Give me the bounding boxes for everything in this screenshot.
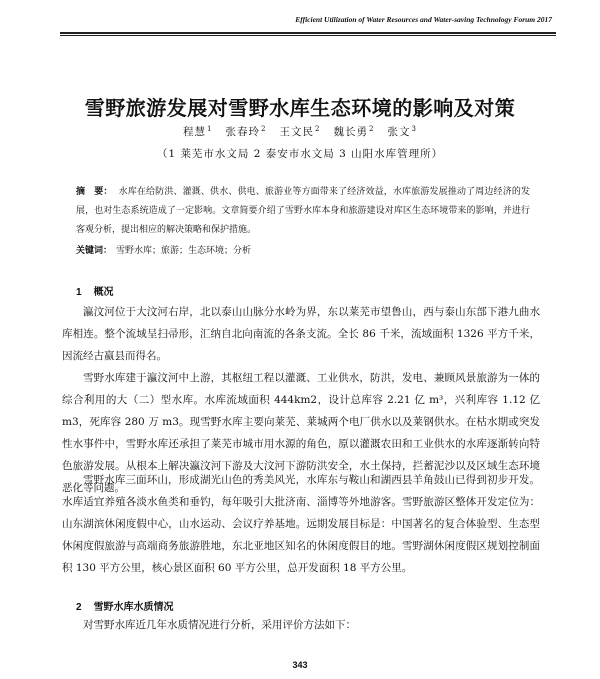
keywords-label: 关键词：	[76, 246, 113, 256]
body-paragraph: 雪野水库建于瀛汶河中上游，其枢纽工程以灌溉、工业供水，防洪，发电、兼顾风景旅游为一体的综合利用的大（二）型水库。水库流域面积 444km2，设计总库容 2.21 亿 m³，兴利库容 1.12 亿 m3，死库容 280 万 m3。现雪野水库主要向莱芜、莱城两个电厂供水以及莱钢供水。在枯水期或突发性水事件中，雪野水库还承担了莱芜市城市用水源的角色，原以灌溉农田和工业供水的水库逐渐转向特色旅游发展。从根本上解决瀛汶河下游及大汶河下游防洪安全，水土保持，拦蓄泥沙以及区域生态环境恶化等问题。	[62, 372, 540, 494]
section-title: 概况	[93, 287, 114, 298]
header-divider	[60, 35, 556, 36]
journal-name: Efficient Utilization of Water Resources and Water-saving Technology Forum 2017	[295, 15, 552, 24]
author: 程慧$^1$	[183, 125, 213, 138]
author: 魏长勇$^2$	[333, 125, 375, 138]
author: 王文民$^2$	[279, 125, 321, 138]
running-header	[60, 14, 556, 34]
author-list	[40, 124, 560, 139]
author: 张文$^3$	[387, 125, 417, 138]
body-paragraph: 对雪野水库近几年水质情况进行分析，采用评价方法如下：	[83, 619, 356, 631]
page-number: 343	[292, 660, 308, 670]
section-number: 1	[76, 287, 82, 298]
body-paragraph: 瀛汶河位于大汶河右岸，北以泰山山脉分水岭为界，东以莱芜市望鲁山，西与泰山东部下港九曲水库相连。整个流域呈扫帚形，汇纳自北向南流的各条支流。全长 86 千米，流域面积 1326 平方千米，因流经古嬴县而得名。	[62, 306, 540, 362]
section-title: 雪野水库水质情况	[93, 602, 174, 613]
abstract-label: 摘 要：	[76, 187, 113, 197]
body-paragraph: 雪野水库三面环山，形成湖光山色的秀美风光，水库东与鞍山和湖西县羊角鼓山已得到初步开发。水库适宜养殖各淡水鱼类和垂钓，每年吸引大批济南、淄博等外地游客。雪野旅游区整体开发定位为：山东湖滨休闲度假中心，山水运动、会议疗养基地。远期发展目标是：中国著名的复合体验型、生态型休闲度假旅游与高端商务旅游胜地，东北亚地区知名的休闲度假目的地。雪野湖休闲度假区规划控制面积 130 平方公里，核心景区面积 60 平方公里，总开发面积 18 平方公里。	[62, 474, 540, 574]
section-heading	[76, 598, 174, 613]
keywords-text: 雪野水库；旅游；生态环境；分析	[116, 246, 252, 256]
section-heading	[76, 283, 114, 298]
author: 张春玲$^2$	[225, 125, 267, 138]
section-number: 2	[76, 602, 82, 613]
paper-title: 雪野旅游发展对雪野水库生态环境的影响及对策	[84, 96, 516, 120]
affiliations: （1 莱芜市水文局 2 泰安市水文局 3 山阳水库管理所）	[156, 148, 444, 160]
abstract	[76, 183, 530, 240]
keywords	[76, 244, 530, 258]
abstract-text: 水库在给防洪、灌溉、供水、供电、旅游业等方面带来了经济效益，水库旅游发展推动了周边经济的发展，也对生态系统造成了一定影响。文章简要介绍了雪野水库本身和旅游建设对库区生态环境带来的影响，并进行客观分析，提出相应的解决策略和保护措施。	[76, 187, 530, 235]
